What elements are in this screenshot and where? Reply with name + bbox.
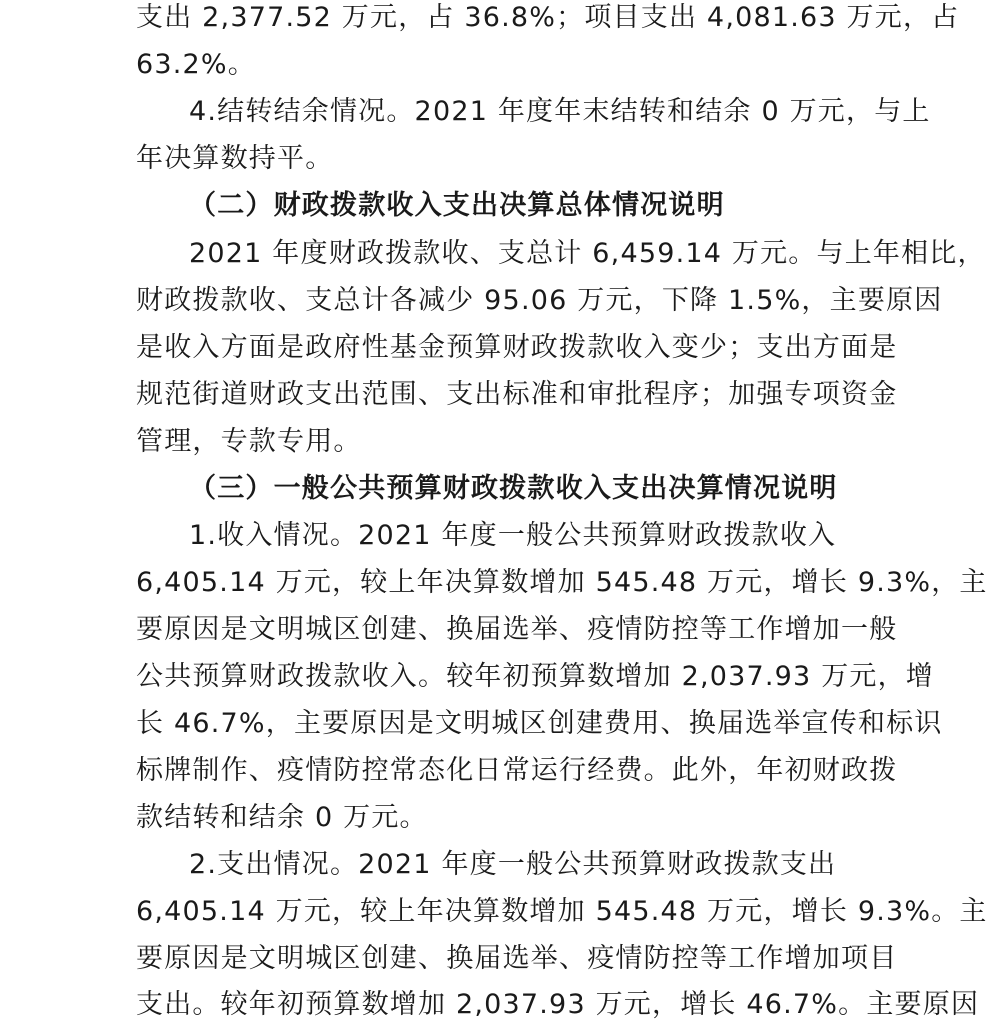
text-line: 63.2%。	[136, 49, 256, 80]
section-heading: （三）一般公共预算财政拨款收入支出决算情况说明	[189, 473, 838, 504]
section-heading: （二）财政拨款收入支出决算总体情况说明	[189, 190, 725, 221]
text-line: 财政拨款收、支总计各减少 95.06 万元，下降 1.5%，主要原因	[136, 285, 943, 316]
text-line: 是收入方面是政府性基金预算财政拨款收入变少；支出方面是	[136, 332, 898, 363]
text-line: 要原因是文明城区创建、换届选举、疫情防控等工作增加项目	[136, 943, 898, 974]
text-line: 支出 2,377.52 万元，占 36.8%；项目支出 4,081.63 万元，占	[136, 2, 960, 33]
text-line: 要原因是文明城区创建、换届选举、疫情防控等工作增加一般	[136, 614, 898, 645]
text-line: 支出。较年初预算数增加 2,037.93 万元，增长 46.7%。主要原因	[136, 989, 980, 1020]
text-line: 6,405.14 万元，较上年决算数增加 545.48 万元，增长 9.3%，主	[136, 567, 988, 598]
text-line: 标牌制作、疫情防控常态化日常运行经费。此外，年初财政拨	[136, 755, 898, 786]
paragraph-start: 1.收入情况。2021 年度一般公共预算财政拨款收入	[189, 520, 837, 551]
text-line: 规范街道财政支出范围、支出标准和审批程序；加强专项资金	[136, 379, 898, 410]
text-line: 款结转和结余 0 万元。	[136, 802, 428, 833]
paragraph-start: 4.结转结余情况。2021 年度年末结转和结余 0 万元，与上	[189, 96, 931, 127]
paragraph-start: 2.支出情况。2021 年度一般公共预算财政拨款支出	[189, 849, 837, 880]
text-line: 管理，专款专用。	[136, 426, 362, 457]
text-line: 6,405.14 万元，较上年决算数增加 545.48 万元，增长 9.3%。主	[136, 896, 988, 927]
paragraph-start: 2021 年度财政拨款收、支总计 6,459.14 万元。与上年相比，	[189, 238, 986, 269]
text-line: 年决算数持平。	[136, 143, 334, 174]
text-line: 公共预算财政拨款收入。较年初预算数增加 2,037.93 万元，增	[136, 661, 934, 692]
text-line: 长 46.7%，主要原因是文明城区创建费用、换届选举宣传和标识	[136, 708, 943, 739]
